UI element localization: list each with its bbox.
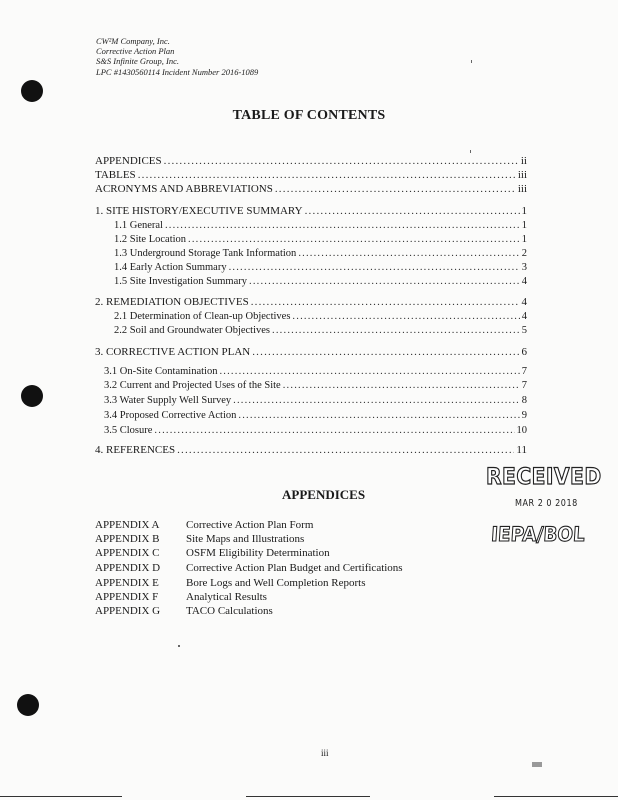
toc-entry-1-3 — [114, 247, 527, 260]
appendix-id: APPENDIX G — [95, 605, 161, 617]
toc-entry-label: 1. SITE HISTORY/EXECUTIVE SUMMARY — [95, 205, 303, 217]
toc-entry-page: 1 — [521, 234, 527, 245]
toc-entry-page: 2 — [521, 248, 527, 259]
toc-entry-page: iii — [517, 183, 527, 195]
appendix-desc: Corrective Action Plan Form — [186, 519, 314, 531]
appendix-desc: OSFM Eligibility Determination — [186, 547, 330, 559]
toc-entry-section-1 — [95, 205, 527, 218]
toc-entry-page: 1 — [521, 220, 527, 231]
toc-entry-page: 5 — [521, 325, 527, 336]
toc-entry-2-2 — [114, 324, 527, 337]
appendix-row — [95, 533, 304, 546]
toc-entry-label: 4. REFERENCES — [95, 444, 176, 456]
toc-entry-3-2 — [104, 379, 527, 392]
toc-title: TABLE OF CONTENTS — [232, 108, 386, 123]
appendix-row — [95, 577, 365, 590]
toc-entry-label: 1.5 Site Investigation Summary — [114, 276, 247, 287]
toc-entry-section-2 — [95, 296, 527, 309]
appendix-row — [95, 591, 267, 604]
received-stamp: RECEIVED — [486, 465, 602, 490]
toc-entry-label: 3.5 Closure — [104, 425, 153, 436]
binder-hole-top — [21, 80, 43, 102]
appendix-desc: Site Maps and Illustrations — [186, 533, 305, 545]
toc-entry-3-3 — [104, 394, 527, 407]
toc-entry-label: 2.1 Determination of Clean-up Objectives — [114, 311, 291, 322]
appendix-id: APPENDIX C — [95, 547, 160, 559]
toc-entry-label: 3.2 Current and Projected Uses of the Site — [104, 380, 281, 391]
toc-entry-1-1 — [114, 219, 527, 232]
appendix-id: APPENDIX F — [95, 591, 159, 603]
appendix-id: APPENDIX A — [95, 519, 160, 531]
appendix-desc: Corrective Action Plan Budget and Certifications — [186, 562, 403, 574]
toc-entry-page: iii — [517, 169, 527, 181]
toc-entry-label: 1.2 Site Location — [114, 234, 187, 245]
toc-entry-1-4 — [114, 261, 527, 274]
toc-entry-appendices — [95, 155, 527, 168]
toc-entry-tables — [95, 169, 527, 182]
toc-entry-label: 3.1 On-Site Contamination — [104, 366, 218, 377]
appendix-row — [95, 547, 330, 560]
appendix-desc: TACO Calculations — [186, 605, 273, 617]
toc-entry-page: 6 — [521, 346, 527, 358]
toc-entry-1-5 — [114, 275, 527, 288]
toc-entry-label: 3.4 Proposed Corrective Action — [104, 410, 237, 421]
toc-entry-3-1 — [104, 365, 527, 378]
toc-entry-page: 11 — [516, 444, 527, 456]
toc-entry-page: ii — [520, 155, 527, 167]
toc-entry-page: 4 — [521, 311, 527, 322]
appendix-row — [95, 519, 313, 532]
scan-speck — [178, 645, 180, 647]
header-incident: LPC #1430560114 Incident Number 2016-1089 — [96, 66, 259, 77]
toc-entry-label: ACRONYMS AND ABBREVIATIONS — [95, 183, 273, 195]
header-client: S&S Infinite Group, Inc. — [96, 56, 180, 67]
scan-edge-line — [246, 796, 370, 797]
header-doc-type: Corrective Action Plan — [96, 46, 175, 57]
document-header — [96, 36, 258, 77]
appendix-id: APPENDIX E — [95, 577, 159, 589]
toc-entry-label: 1.1 General — [114, 220, 163, 231]
appendix-row — [95, 562, 403, 575]
toc-entry-label: 1.4 Early Action Summary — [114, 262, 227, 273]
scan-speck — [470, 150, 471, 153]
appendix-desc: Analytical Results — [186, 591, 267, 603]
appendix-desc: Bore Logs and Well Completion Reports — [186, 577, 366, 589]
toc-entry-section-3 — [95, 346, 527, 359]
received-stamp-agency: IEPA/BOL — [490, 522, 586, 546]
binder-hole-middle — [21, 385, 43, 407]
toc-entry-label: APPENDICES — [95, 155, 162, 167]
toc-entry-page: 7 — [521, 380, 527, 391]
toc-entry-page: 9 — [521, 410, 527, 421]
toc-entry-label: TABLES — [95, 169, 136, 181]
toc-entry-label: 2.2 Soil and Groundwater Objectives — [114, 325, 271, 336]
toc-entry-section-4 — [95, 444, 527, 457]
toc-entry-acronyms — [95, 183, 527, 196]
toc-entry-page: 7 — [521, 366, 527, 377]
toc-entry-page: 4 — [521, 276, 527, 287]
toc-entry-label: 2. REMEDIATION OBJECTIVES — [95, 296, 249, 308]
scan-edge-line — [494, 796, 618, 797]
toc-entry-label: 1.3 Underground Storage Tank Information — [114, 248, 297, 259]
scan-speck — [471, 60, 472, 63]
binder-hole-bottom — [17, 694, 39, 716]
appendix-id: APPENDIX D — [95, 562, 161, 574]
scan-edge-line — [0, 796, 122, 797]
toc-entry-1-2 — [114, 233, 527, 246]
toc-entry-3-5 — [104, 424, 527, 437]
toc-entry-3-4 — [104, 409, 527, 422]
toc-entry-page: 8 — [521, 395, 527, 406]
toc-entry-label: 3.3 Water Supply Well Survey — [104, 395, 232, 406]
toc-entry-page: 1 — [521, 205, 527, 217]
appendix-id: APPENDIX B — [95, 533, 160, 545]
appendices-title: APPENDICES — [282, 487, 366, 502]
scan-speck — [532, 762, 542, 767]
received-stamp-date: MAR 2 0 2018 — [515, 498, 578, 509]
toc-entry-label: 3. CORRECTIVE ACTION PLAN — [95, 346, 251, 358]
toc-entry-page: 10 — [516, 425, 527, 436]
appendix-row — [95, 605, 273, 618]
toc-entry-2-1 — [114, 310, 527, 323]
toc-entry-page: 4 — [521, 296, 527, 308]
header-company: CW²M Company, Inc. — [96, 36, 170, 46]
toc-entry-page: 3 — [521, 262, 527, 273]
page-number: iii — [321, 748, 329, 758]
